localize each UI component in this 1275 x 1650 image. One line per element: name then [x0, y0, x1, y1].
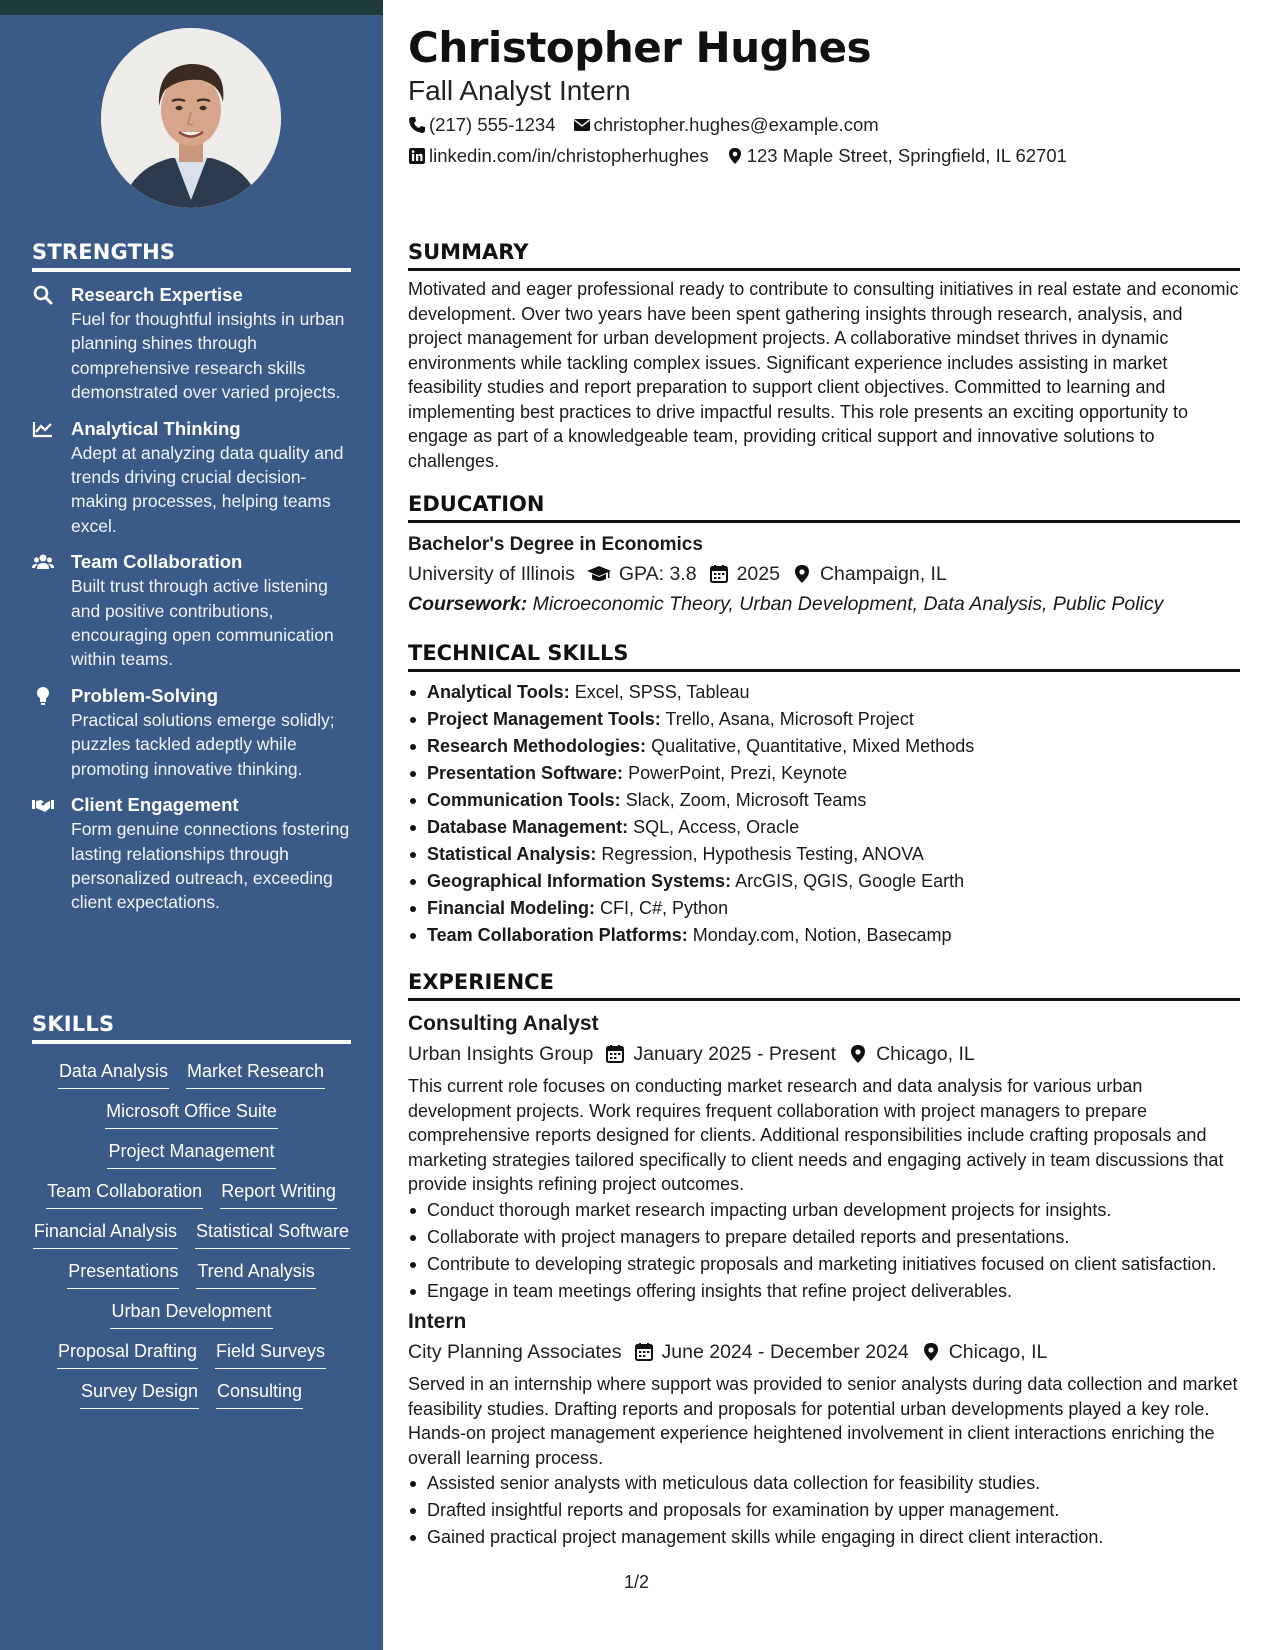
skill-tag: Urban Development: [110, 1298, 272, 1329]
skills-list: [32, 1058, 351, 1409]
strength-title: Client Engagement: [71, 794, 239, 816]
list-item: Collaborate with project managers to prepare detailed reports and presentations.: [408, 1225, 1240, 1250]
skill-label: Communication Tools:: [427, 790, 621, 810]
summary-heading: SUMMARY: [408, 240, 1240, 271]
coursework: [408, 589, 1240, 619]
strengths-section: [32, 240, 351, 915]
skill-label: Team Collaboration Platforms:: [427, 925, 688, 945]
skills-heading: SKILLS: [32, 1012, 351, 1044]
users-icon: [32, 552, 54, 572]
graduation-year: [709, 559, 780, 589]
summary-section: [408, 240, 1240, 473]
job-description: Served in an internship where support was provided to senior analysts during data collection and market feasibility studies. Drafting reports and proposals for potential urban developments played a key role. Hands-on project management experience heightened involvement in client interactions enriching the overall learning process.: [408, 1374, 1238, 1468]
handshake-icon: [32, 795, 54, 815]
education-meta: [408, 559, 1240, 589]
job-dates: [634, 1337, 909, 1367]
list-item: Contribute to developing strategic proposals and marketing initiatives focused on client satisfaction.: [408, 1252, 1240, 1277]
skill-label: Research Methodologies:: [427, 736, 647, 756]
education-section: [408, 492, 1240, 619]
gpa-text: GPA: 3.8: [618, 563, 697, 585]
skill-tag: Proposal Drafting: [57, 1338, 198, 1369]
skill-value: CFI, C#, Python: [600, 898, 729, 918]
address-contact: [726, 145, 1067, 167]
skill-tag: Presentations: [67, 1258, 179, 1289]
list-item: Assisted senior analysts with meticulous data collection for feasibility studies.: [408, 1471, 1240, 1496]
list-item: [408, 706, 1240, 733]
job-entry: [408, 1307, 1240, 1550]
technical-skills-list: [408, 679, 1240, 949]
strength-item: [32, 417, 351, 539]
strength-title: Problem-Solving: [71, 684, 218, 706]
technical-skills-heading: TECHNICAL SKILLS: [408, 641, 1240, 672]
calendar-icon: [709, 564, 729, 584]
dates-text: January 2025 - Present: [633, 1043, 837, 1065]
list-item: Engage in team meetings offering insights that refine project deliverables.: [408, 1279, 1240, 1304]
skills-section: [32, 1012, 351, 1409]
job-entry: [408, 1009, 1240, 1303]
strength-desc: Practical solutions emerge solidly; puzzles tackled adeptly while promoting innovative thinking.: [71, 709, 335, 779]
strength-title: Research Expertise: [71, 284, 243, 305]
job-location: [921, 1337, 1048, 1367]
experience-section: [408, 970, 1240, 1552]
skill-tag: Microsoft Office Suite: [105, 1098, 278, 1129]
calendar-icon: [634, 1342, 654, 1362]
line-chart-icon: [32, 419, 54, 439]
address-text: 123 Maple Street, Springfield, IL 62701: [746, 145, 1067, 166]
coursework-text: Microeconomic Theory, Urban Development, Data Analysis, Public Policy: [532, 593, 1164, 615]
skill-label: Presentation Software:: [427, 763, 624, 783]
coursework-label: Coursework:: [408, 593, 528, 615]
skill-value: Qualitative, Quantitative, Mixed Methods: [651, 736, 975, 756]
strength-title: Team Collaboration: [71, 551, 243, 573]
skill-tag: Project Management: [107, 1138, 275, 1169]
skill-tag: Trend Analysis: [196, 1258, 315, 1289]
list-item: [408, 841, 1240, 868]
list-item: [408, 814, 1240, 841]
degree-title: Bachelor's Degree in Economics: [408, 534, 703, 555]
graduation-cap-icon: [587, 564, 611, 584]
year-text: 2025: [736, 563, 780, 585]
map-pin-icon: [792, 564, 812, 584]
job-bullets: [408, 1471, 1240, 1550]
email-contact: [573, 114, 879, 136]
location-text: Champaign, IL: [819, 563, 947, 585]
envelope-icon: [573, 116, 591, 134]
map-pin-icon: [921, 1342, 941, 1362]
skill-value: ArcGIS, QGIS, Google Earth: [735, 871, 965, 891]
dates-text: June 2024 - December 2024: [661, 1341, 909, 1363]
page-number: 1/2: [624, 1572, 650, 1592]
avatar: [101, 28, 281, 208]
list-item: [408, 760, 1240, 787]
skill-value: Excel, SPSS, Tableau: [574, 682, 750, 702]
job-location: [848, 1039, 975, 1069]
map-pin-icon: [726, 147, 744, 165]
company-text: Urban Insights Group: [408, 1043, 594, 1065]
strength-item: [32, 550, 351, 672]
list-item: [408, 922, 1240, 949]
gpa: [587, 559, 697, 589]
skill-label: Statistical Analysis:: [427, 844, 597, 864]
email-text: christopher.hughes@example.com: [593, 114, 879, 135]
linkedin-contact: [408, 145, 709, 167]
list-item: [408, 868, 1240, 895]
calendar-icon: [605, 1044, 625, 1064]
school-name: [408, 559, 575, 589]
job-title: Consulting Analyst: [408, 1012, 599, 1035]
skill-tag: Team Collaboration: [46, 1178, 203, 1209]
summary-text: Motivated and eager professional ready to contribute to consulting initiatives in real estate and economic development. Over two years have been spent gathering insights through research, analysis, and project management for urban development projects. A collaborative mindset thrives in dynamic environments while tackling complex issues. Significant experience includes assisting in market feasibility studies and report preparation to support client objectives. Committed to learning and implementing best practices to drive impactful results. This role presents an exciting opportunity to engage as part of a knowledgeable team, providing critical support and innovative solutions to challenges.: [408, 279, 1239, 471]
company: [408, 1039, 593, 1069]
company-text: City Planning Associates: [408, 1341, 622, 1363]
list-item: [408, 679, 1240, 706]
strengths-heading: STRENGTHS: [32, 240, 351, 272]
skill-value: SQL, Access, Oracle: [633, 817, 800, 837]
skill-tag: Financial Analysis: [33, 1218, 178, 1249]
skill-value: Trello, Asana, Microsoft Project: [665, 709, 914, 729]
strength-desc: Form genuine connections fostering lasting relationships through personalized outreach, exceeding client expectations.: [71, 819, 350, 913]
list-item: Conduct thorough market research impacting urban development projects for insights.: [408, 1198, 1240, 1223]
skill-label: Financial Modeling:: [427, 898, 596, 918]
sidebar: [0, 0, 383, 1650]
skill-tag: Market Research: [186, 1058, 325, 1089]
skill-value: Monday.com, Notion, Basecamp: [692, 925, 952, 945]
location-text: Chicago, IL: [948, 1341, 1048, 1363]
job-bullets: [408, 1198, 1240, 1304]
skill-tag: Data Analysis: [58, 1058, 169, 1089]
candidate-name: Christopher Hughes: [408, 23, 872, 72]
job-description: This current role focuses on conducting market research and data analysis for various urban development projects. Work requires frequent collaboration with project managers to prepare comprehensive reports designed for clients. Additional responsibilities include crafting proposals and marketing strategies tailored specifically to client needs and engaging actively in team discussions that provide insights refining project outcomes.: [408, 1076, 1224, 1194]
skill-label: Analytical Tools:: [427, 682, 570, 702]
education-location: [792, 559, 947, 589]
strength-item: [32, 684, 351, 781]
strength-title: Analytical Thinking: [71, 417, 241, 439]
contact-row-1: [408, 114, 896, 136]
map-pin-icon: [848, 1044, 868, 1064]
job-dates: [605, 1039, 836, 1069]
job-title: Intern: [408, 1310, 467, 1333]
strength-item: [32, 793, 351, 915]
skill-tag: Statistical Software: [195, 1218, 350, 1249]
list-item: [408, 895, 1240, 922]
phone-contact: [408, 114, 556, 136]
company: [408, 1337, 622, 1367]
skill-label: Database Management:: [427, 817, 629, 837]
skill-label: Geographical Information Systems:: [427, 871, 732, 891]
education-heading: EDUCATION: [408, 492, 1240, 523]
list-item: Gained practical project management skills while engaging in direct client interaction.: [408, 1525, 1240, 1550]
skill-value: PowerPoint, Prezi, Keynote: [628, 763, 848, 783]
skill-value: Regression, Hypothesis Testing, ANOVA: [601, 844, 924, 864]
candidate-title: Fall Analyst Intern: [408, 75, 631, 106]
skill-label: Project Management Tools:: [427, 709, 661, 729]
school-text: University of Illinois: [408, 563, 575, 585]
list-item: Drafted insightful reports and proposals for examination by upper management.: [408, 1498, 1240, 1523]
strength-desc: Adept at analyzing data quality and trends driving crucial decision-making processes, helping teams excel.: [71, 442, 344, 536]
skill-tag: Consulting: [216, 1378, 303, 1409]
strength-desc: Fuel for thoughtful insights in urban planning shines through comprehensive research skills demonstrated over varied projects.: [71, 309, 345, 403]
experience-heading: EXPERIENCE: [408, 970, 1240, 1001]
job-meta: [408, 1039, 1240, 1069]
phone-icon: [408, 116, 426, 134]
list-item: [408, 733, 1240, 760]
linkedin-text: linkedin.com/in/christopherhughes: [429, 145, 709, 166]
skill-value: Slack, Zoom, Microsoft Teams: [625, 790, 867, 810]
skill-tag: Field Surveys: [215, 1338, 326, 1369]
skill-tag: Survey Design: [80, 1378, 199, 1409]
phone-text: (217) 555-1234: [429, 114, 556, 135]
linkedin-icon: [408, 147, 426, 165]
job-meta: [408, 1337, 1240, 1367]
list-item: [408, 787, 1240, 814]
sidebar-top-bar: [0, 0, 383, 15]
skill-tag: Report Writing: [220, 1178, 337, 1209]
strength-item: [32, 283, 351, 405]
location-text: Chicago, IL: [876, 1043, 975, 1065]
contact-row-2: [408, 145, 1084, 167]
lightbulb-icon: [32, 686, 54, 706]
strength-desc: Built trust through active listening and positive contributions, encouraging open communication within teams.: [71, 576, 334, 670]
technical-skills-section: [408, 641, 1240, 949]
search-icon: [32, 285, 54, 305]
